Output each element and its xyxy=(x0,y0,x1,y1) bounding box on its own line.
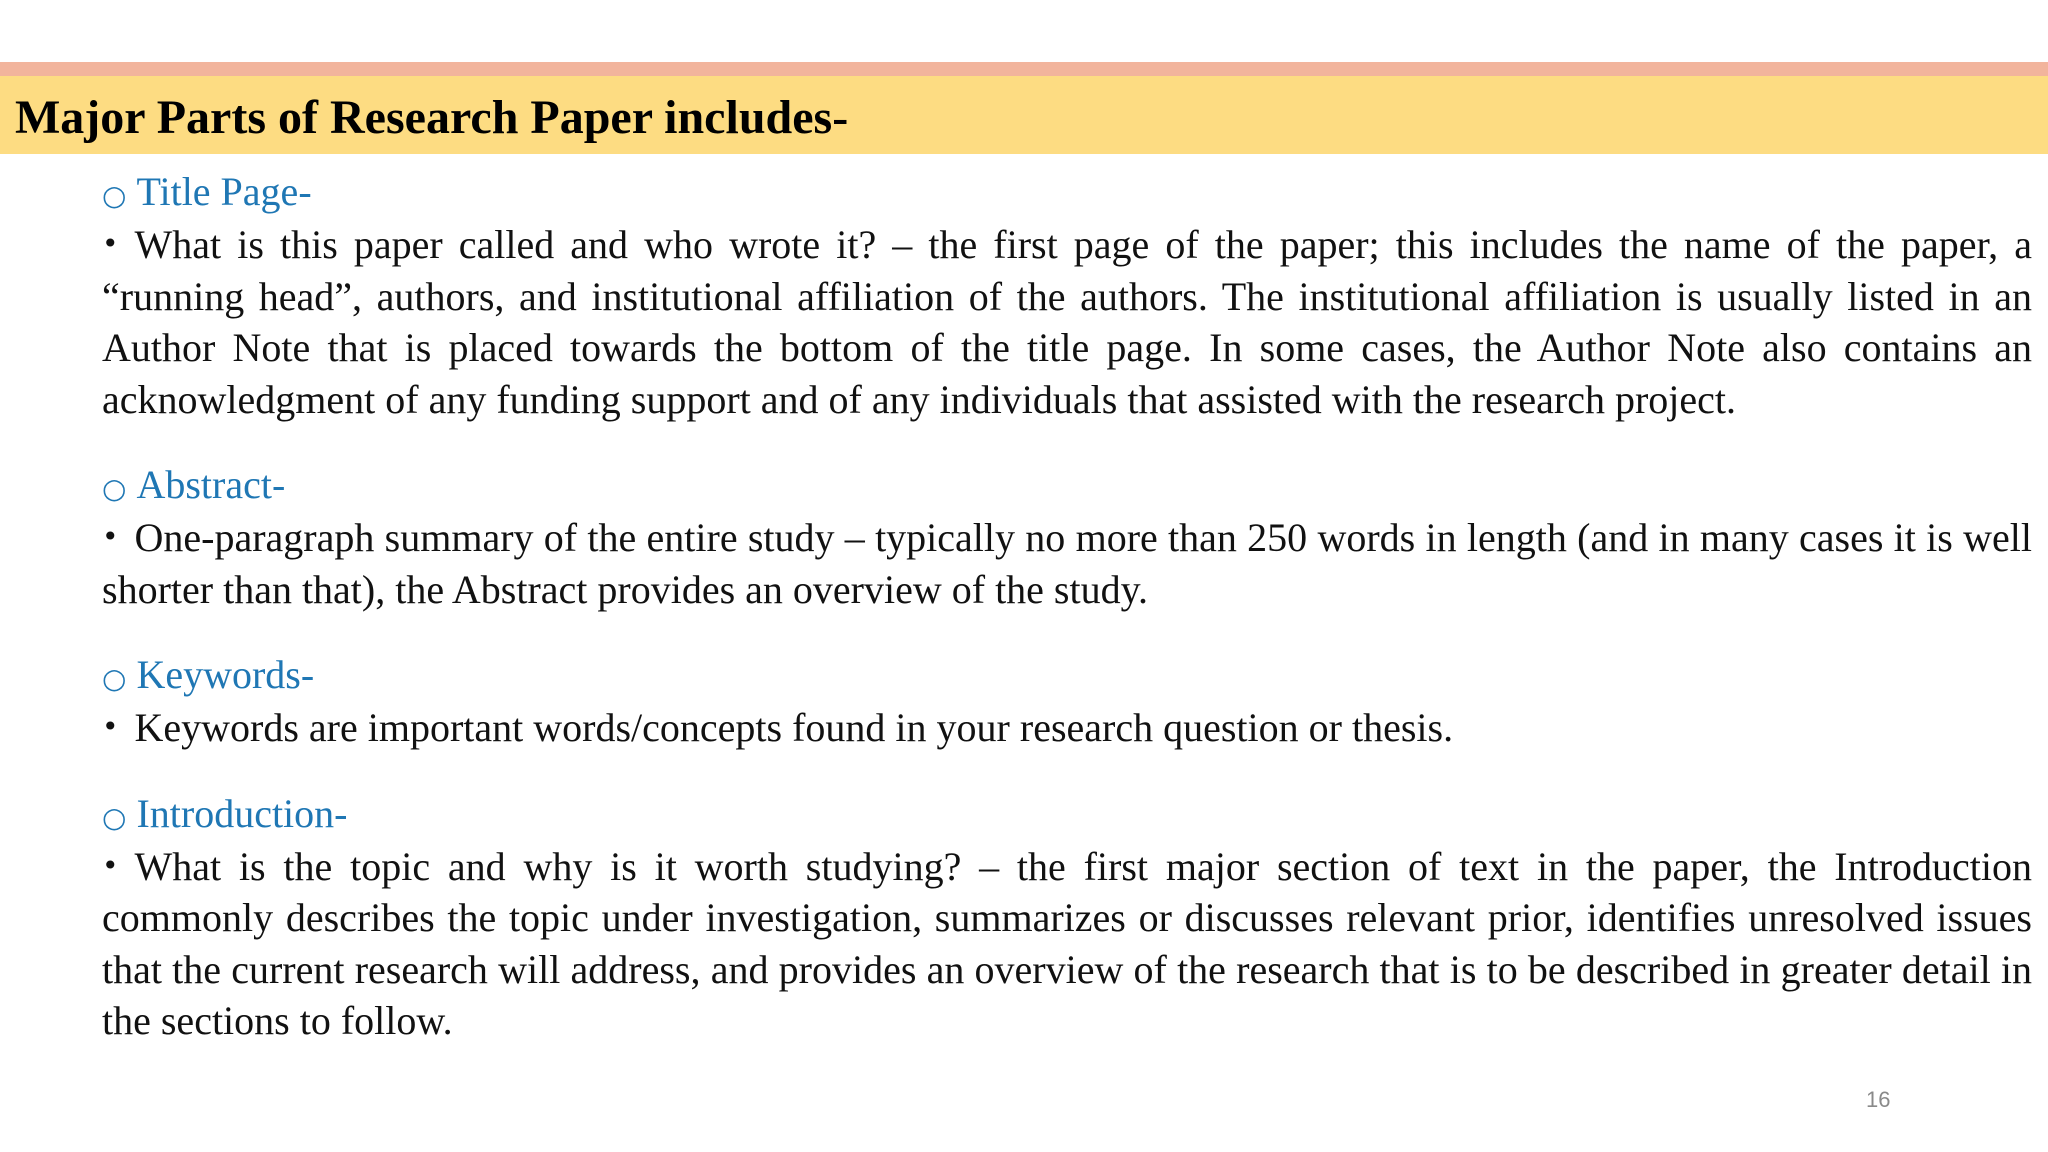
section-heading-introduction xyxy=(102,788,2032,840)
open-circle-icon: ○ xyxy=(102,179,127,212)
section-body-text: Keywords are important words/concepts found in your research question or thesis. xyxy=(134,705,1454,750)
section-body-text: What is the topic and why is it worth studying? – the first major section of text in the paper, the Introduction commonly describes the topic under investigation, summarizes or discusses relevant prior, identifies unresolved issues that the current research will address, and provides an overview of the research that is to be described in greater detail in the sections to follow. xyxy=(102,843,2032,1043)
section-body-keywords xyxy=(102,701,2032,754)
section-body-title-page xyxy=(102,218,2032,425)
open-circle-icon: ○ xyxy=(102,662,127,695)
section-body-text: What is this paper called and who wrote it? – the first page of the paper; this includes the name of the paper, a “running head”, authors, and institutional affiliation of the authors. The institutional affiliation is usually listed in an Author Note that is placed towards the bottom of the title page. In some cases, the Author Note also contains an acknowledgment of any funding support and of any individuals that assisted with the research project. xyxy=(102,222,2032,422)
slide-content xyxy=(102,166,2032,1047)
section-body-introduction xyxy=(102,840,2032,1047)
slide-title: Major Parts of Research Paper includes- xyxy=(15,91,849,144)
bullet-dot-icon: • xyxy=(102,520,119,553)
open-circle-icon: ○ xyxy=(102,472,127,505)
section-body-abstract xyxy=(102,511,2032,615)
section-introduction xyxy=(102,788,2032,1047)
section-keywords xyxy=(102,649,2032,754)
section-title-page xyxy=(102,166,2032,425)
section-heading-abstract xyxy=(102,459,2032,511)
bullet-dot-icon: • xyxy=(102,710,119,743)
section-heading-label: Title Page- xyxy=(136,169,312,214)
section-heading-label: Abstract- xyxy=(136,462,286,507)
slide-page-number: 16 xyxy=(1866,1087,1891,1112)
section-heading-label: Introduction- xyxy=(136,790,348,836)
decorative-top-band xyxy=(0,62,2048,76)
open-circle-icon: ○ xyxy=(102,800,127,834)
bullet-dot-icon: • xyxy=(102,227,119,260)
section-heading-label: Keywords- xyxy=(136,652,315,697)
section-abstract xyxy=(102,459,2032,615)
section-heading-title-page xyxy=(102,166,2032,218)
bullet-dot-icon: • xyxy=(102,848,119,882)
section-heading-keywords xyxy=(102,649,2032,701)
section-body-text: One-paragraph summary of the entire study – typically no more than 250 words in length (and in many cases it is well shorter than that), the Abstract provides an overview of the study. xyxy=(102,515,2032,612)
